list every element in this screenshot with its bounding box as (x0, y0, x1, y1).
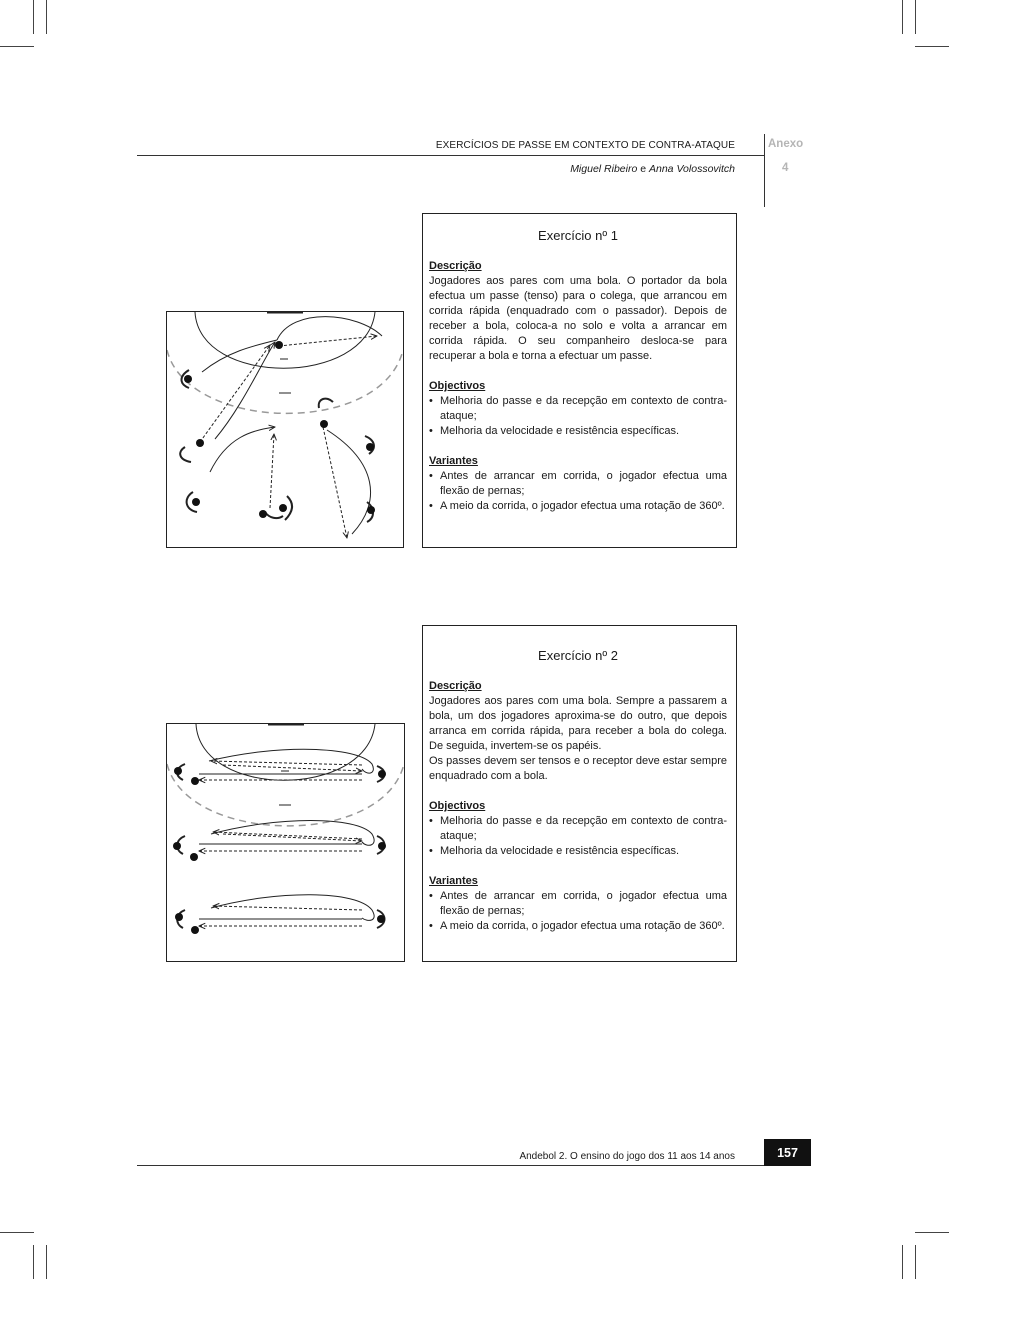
crop-mark (33, 1245, 34, 1279)
variants-heading: Variantes (429, 875, 478, 887)
goal-area-line (196, 724, 375, 780)
ball (378, 842, 386, 850)
ball (175, 913, 183, 921)
exercise-2-court (167, 724, 404, 961)
ball (275, 341, 283, 349)
ball (174, 767, 182, 775)
exercise-1-diagram (166, 311, 404, 548)
exercise-1-objectives-section (429, 379, 727, 439)
ball (377, 915, 385, 923)
description-heading: Descrição (429, 680, 482, 692)
annex-number: 4 (782, 162, 789, 174)
annex-label: Anexo (768, 138, 804, 150)
crop-mark (33, 0, 34, 34)
list-item: • A meio da corrida, o jogador efectua uma rotação de 360º. (429, 919, 727, 934)
exercise-1-title: Exercício nº 1 (538, 228, 618, 243)
variants-heading: Variantes (429, 455, 478, 467)
ball (191, 777, 199, 785)
list-item: • Melhoria do passe e da recepção em contexto de contra-ataque; (429, 394, 727, 424)
ball (320, 420, 328, 428)
exercise-1-court (167, 312, 403, 547)
ball (196, 439, 204, 447)
run-path (215, 342, 275, 439)
list-item: • Antes de arrancar em corrida, o jogador efectua uma flexão de pernas; (429, 469, 727, 499)
pass-path (270, 434, 274, 508)
objectives-list (429, 394, 727, 439)
exercise-1-card (422, 213, 737, 548)
crop-mark (0, 46, 34, 47)
list-item: • A meio da corrida, o jogador efectua uma rotação de 360º. (429, 499, 727, 514)
list-item: • Antes de arrancar em corrida, o jogador efectua uma flexão de pernas; (429, 889, 727, 919)
player-bracket (319, 399, 333, 408)
pass-path (323, 427, 347, 538)
footer-rule (137, 1165, 764, 1166)
ball (367, 506, 375, 514)
crop-mark (915, 1232, 949, 1233)
player-bracket (180, 447, 191, 462)
ball (192, 498, 200, 506)
crop-mark (902, 1245, 903, 1279)
ball (184, 375, 192, 383)
exercise-2-variants-section (429, 874, 727, 934)
run-path (211, 895, 374, 921)
pass-path (213, 832, 362, 839)
ball (366, 443, 374, 451)
author-2: Anna Volossovitch (649, 163, 735, 175)
list-item: • Melhoria da velocidade e resistência específicas. (429, 844, 727, 859)
ball (190, 853, 198, 861)
variants-list (429, 469, 727, 514)
objectives-heading: Objectivos (429, 800, 486, 812)
running-header-title: EXERCÍCIOS DE PASSE EM CONTEXTO DE CONTRA-ATAQUE (435, 140, 735, 151)
player-bracket (265, 512, 283, 518)
pass-path (279, 336, 377, 346)
crop-mark (46, 1245, 47, 1279)
author-1: Miguel Ribeiro (570, 163, 638, 175)
page-number: 157 (764, 1139, 811, 1166)
crop-mark (0, 1232, 34, 1233)
exercise-2-diagram (166, 723, 405, 962)
pass-path (211, 761, 362, 765)
description-text: Os passes devem ser tensos e o receptor deve estar sempre enquadrado com a bola. (429, 755, 727, 782)
description-text: Jogadores aos pares com uma bola. O portador da bola efectua um passe (tenso) para o colega, que arrancou em corrida rápida (enquadrado com o passador). Depois de receber a bola, coloca-a no solo e volta a arrancar em corrida rápida. O seu companheiro desloca-se para recuperar a bola e torna a efectuar um passe. (429, 275, 727, 362)
exercise-1-variants-section (429, 454, 727, 514)
list-item: • Melhoria do passe e da recepção em contexto de contra-ataque; (429, 814, 727, 844)
header-rule (137, 155, 764, 156)
exercise-2-card (422, 625, 737, 962)
crop-mark (915, 1245, 916, 1279)
run-path (209, 749, 373, 773)
ball (173, 842, 181, 850)
description-heading: Descrição (429, 260, 482, 272)
run-path (277, 317, 382, 340)
crop-mark (915, 46, 949, 47)
exercise-1-description-section (429, 259, 727, 364)
header-vertical-rule (764, 134, 765, 207)
ball (279, 504, 287, 512)
objectives-heading: Objectivos (429, 380, 486, 392)
ball (191, 926, 199, 934)
exercise-2-objectives-section (429, 799, 727, 859)
footer-book-title: Andebol 2. O ensino do jogo dos 11 aos 14 anos (519, 1151, 735, 1162)
goal-area-line (195, 312, 375, 368)
author-joiner: e (637, 163, 649, 175)
variants-list (429, 889, 727, 934)
list-item: • Melhoria da velocidade e resistência específicas. (429, 424, 727, 439)
pass-path (223, 834, 362, 841)
ball (259, 510, 267, 518)
exercise-2-title: Exercício nº 2 (538, 648, 618, 663)
free-throw-line (167, 350, 403, 413)
running-header-authors (570, 163, 735, 175)
crop-mark (915, 0, 916, 34)
objectives-list (429, 814, 727, 859)
ball (378, 770, 386, 778)
crop-mark (902, 0, 903, 34)
exercise-2-description-section (429, 679, 727, 784)
pass-path (213, 906, 362, 910)
run-path (327, 430, 371, 534)
description-text: Jogadores aos pares com uma bola. Sempre a passarem a bola, um dos jogadores aproxima-se do outro, que depois arranca em corrida rápida, para receber a bola do colega. De seguida, invertem-se os papéis. (429, 695, 727, 752)
crop-mark (46, 0, 47, 34)
